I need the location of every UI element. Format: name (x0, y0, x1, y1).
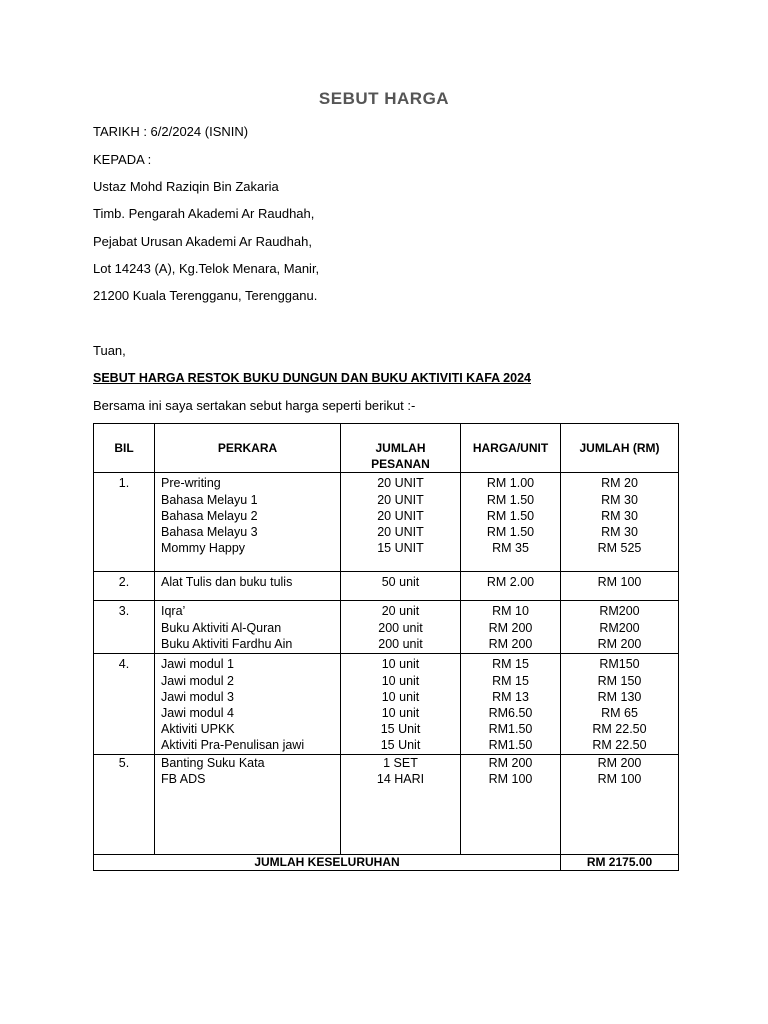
harga-item: RM6.50 (488, 706, 533, 721)
table-row (94, 572, 679, 601)
table-row (94, 754, 679, 854)
harga-item: RM 10 (492, 604, 529, 619)
table-header-row (94, 424, 679, 473)
bil-cell: 3. (94, 601, 155, 654)
pesanan-item: 14 HARI (376, 771, 425, 786)
jumlah-item: RM 30 (601, 492, 638, 507)
jumlah-item: RM 30 (601, 525, 638, 540)
header-harga-unit: HARGA/UNIT (461, 424, 561, 473)
harga-item: RM 1.50 (486, 492, 535, 507)
subject-line: SEBUT HARGA RESTOK BUKU DUNGUN DAN BUKU AKTIVITI KAFA 2024 (93, 371, 531, 385)
jumlah-cell (561, 601, 679, 654)
pesanan-item: 20 UNIT (377, 492, 424, 507)
date-line: TARIKH : 6/2/2024 (ISNIN) (93, 124, 249, 139)
bil-cell: 2. (94, 572, 155, 601)
harga-item: RM 200 (488, 755, 533, 770)
harga-item: RM1.50 (488, 738, 533, 753)
jumlah-cell (561, 654, 679, 754)
salutation: Tuan, (93, 343, 126, 358)
harga-item: RM 13 (492, 689, 529, 704)
perkara-item: Bahasa Melayu 1 (161, 492, 258, 507)
jumlah-cell (561, 473, 679, 572)
perkara-cell (155, 572, 341, 601)
document-title: SEBUT HARGA (318, 89, 450, 108)
jumlah-item: RM 200 (597, 755, 642, 770)
harga-item: RM 2.00 (486, 575, 535, 590)
harga-item: RM 15 (492, 673, 529, 688)
jumlah-item: RM 30 (601, 508, 638, 523)
total-row (94, 854, 679, 870)
jumlah-item: RM200 (599, 604, 640, 619)
pesanan-item: 15 UNIT (377, 541, 424, 556)
pesanan-item: 20 unit (381, 604, 420, 619)
pesanan-item: 10 unit (381, 706, 420, 721)
header-perkara: PERKARA (155, 424, 341, 473)
pesanan-item: 15 Unit (380, 738, 421, 753)
perkara-item: Jawi modul 1 (161, 657, 234, 672)
harga-cell (461, 654, 561, 754)
jumlah-item: RM 100 (597, 771, 642, 786)
jumlah-item: RM 525 (597, 541, 642, 556)
perkara-item: Bahasa Melayu 2 (161, 508, 258, 523)
to-label: KEPADA : (93, 152, 152, 167)
pesanan-item: 10 unit (381, 657, 420, 672)
jumlah-item: RM 22.50 (592, 722, 647, 737)
jumlah-item: RM 200 (597, 636, 642, 651)
pesanan-cell (341, 572, 461, 601)
pesanan-item: 50 unit (381, 575, 420, 590)
pesanan-cell (341, 601, 461, 654)
perkara-cell (155, 654, 341, 754)
harga-cell (461, 572, 561, 601)
quotation-table (93, 423, 679, 871)
address-line-1: Ustaz Mohd Raziqin Bin Zakaria (93, 179, 279, 194)
pesanan-item: 10 unit (381, 689, 420, 704)
perkara-item: Iqra’ (161, 604, 186, 619)
perkara-item: Jawi modul 3 (161, 689, 234, 704)
bil-cell: 5. (94, 754, 155, 854)
perkara-item: Aktiviti UPKK (161, 722, 235, 737)
pesanan-cell (341, 473, 461, 572)
perkara-item: Jawi modul 4 (161, 706, 234, 721)
table-row (94, 473, 679, 572)
pesanan-item: 20 UNIT (377, 508, 424, 523)
perkara-item: Mommy Happy (161, 541, 246, 556)
intro-line: Bersama ini saya sertakan sebut harga seperti berikut :- (93, 398, 416, 413)
jumlah-item: RM 150 (597, 673, 642, 688)
harga-item: RM 1.00 (486, 476, 535, 491)
harga-item: RM 35 (492, 541, 529, 556)
header-jumlah-pesanan (341, 424, 461, 473)
pesanan-item: 200 unit (378, 636, 423, 651)
harga-cell (461, 754, 561, 854)
header-jumlah-pesanan-line-1: JUMLAH (375, 441, 426, 455)
harga-item: RM 1.50 (486, 508, 535, 523)
perkara-item: Pre-writing (161, 476, 221, 491)
perkara-cell (155, 473, 341, 572)
jumlah-item: RM 65 (601, 706, 638, 721)
perkara-cell (155, 754, 341, 854)
perkara-cell (155, 601, 341, 654)
address-line-3: Pejabat Urusan Akademi Ar Raudhah, (93, 234, 312, 249)
harga-item: RM 200 (488, 636, 533, 651)
address-line-4: Lot 14243 (A), Kg.Telok Menara, Manir, (93, 261, 320, 276)
total-label: JUMLAH KESELURUHAN (94, 854, 561, 870)
jumlah-item: RM 100 (597, 575, 642, 590)
pesanan-item: 20 UNIT (377, 476, 424, 491)
address-line-2: Timb. Pengarah Akademi Ar Raudhah, (93, 206, 315, 221)
total-value: RM 2175.00 (561, 854, 679, 870)
header-bil: BIL (94, 424, 155, 473)
pesanan-cell (341, 754, 461, 854)
header-jumlah-rm: JUMLAH (RM) (561, 424, 679, 473)
harga-item: RM 1.50 (486, 525, 535, 540)
perkara-item: Aktiviti Pra-Penulisan jawi (161, 738, 305, 753)
harga-item: RM 100 (488, 771, 533, 786)
perkara-item: Alat Tulis dan buku tulis (161, 575, 293, 590)
jumlah-item: RM 22.50 (592, 738, 647, 753)
bil-cell: 1. (94, 473, 155, 572)
harga-cell (461, 601, 561, 654)
pesanan-item: 1 SET (383, 755, 418, 770)
perkara-item: Bahasa Melayu 3 (161, 525, 258, 540)
harga-item: RM 15 (492, 657, 529, 672)
jumlah-item: RM 130 (597, 689, 642, 704)
pesanan-item: 10 unit (381, 673, 420, 688)
pesanan-item: 200 unit (378, 620, 423, 635)
bil-cell: 4. (94, 654, 155, 754)
pesanan-item: 15 Unit (380, 722, 421, 737)
pesanan-item: 20 UNIT (377, 525, 424, 540)
perkara-item: Jawi modul 2 (161, 673, 234, 688)
header-jumlah-pesanan-line-2: PESANAN (371, 457, 430, 472)
jumlah-item: RM 20 (601, 476, 638, 491)
jumlah-cell (561, 572, 679, 601)
jumlah-item: RM200 (599, 620, 640, 635)
pesanan-cell (341, 654, 461, 754)
perkara-item: Buku Aktiviti Fardhu Ain (161, 636, 293, 651)
harga-item: RM 200 (488, 620, 533, 635)
table-row (94, 601, 679, 654)
jumlah-cell (561, 754, 679, 854)
harga-item: RM1.50 (488, 722, 533, 737)
perkara-item: Banting Suku Kata (161, 755, 265, 770)
jumlah-item: RM150 (599, 657, 640, 672)
harga-cell (461, 473, 561, 572)
table-row (94, 654, 679, 754)
perkara-item: Buku Aktiviti Al-Quran (161, 620, 282, 635)
perkara-item: FB ADS (161, 771, 206, 786)
address-line-5: 21200 Kuala Terengganu, Terengganu. (93, 288, 318, 303)
